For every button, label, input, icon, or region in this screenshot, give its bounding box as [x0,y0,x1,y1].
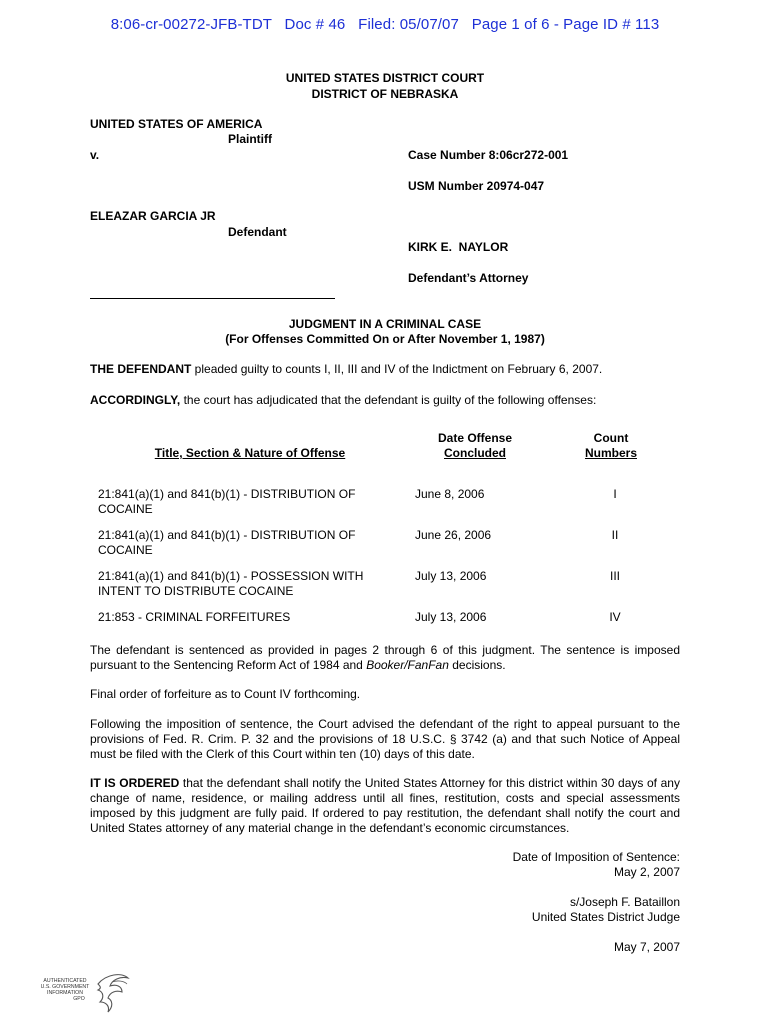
table-header-count: Count Numbers [584,431,637,460]
offense-row-2: 21:841(a)(1) and 841(b)(1) - DISTRIBUTION OF COCAINE [98,528,356,557]
gpo-authentication-seal: AUTHENTICATED U.S. GOVERNMENT INFORMATION GPO [36,968,132,1016]
offense-count-1: I [613,487,617,501]
plaintiff-label: Plaintiff [228,132,272,146]
forfeiture-paragraph: Final order of forfeiture as to Count IV forthcoming. [90,687,361,701]
offense-date-4: July 13, 2006 [415,610,487,624]
offense-row-1: 21:841(a)(1) and 841(b)(1) - DISTRIBUTION OF COCAINE [98,487,356,516]
sentence-paragraph: The defendant is sentenced as provided in pages 2 through 6 of this judgment. The sentence is imposed pursuant to the Sentencing Reform Act of 1984 and Booker/FanFan decisions. [90,643,680,672]
imposition-block [440,850,680,880]
offense-date-2: June 26, 2006 [415,528,492,542]
defendant-name: ELEAZAR GARCIA JR [90,209,216,223]
order-paragraph: IT IS ORDERED that the defendant shall notify the United States Attorney for this district within 30 days of any change of name, residence, or mailing address until all fines, restitution, costs and special assessments imposed by this judgment are fully paid. If ordered to pay restitution, the defendant shall notify the court and United States attorney of any material change in the defendant’s economic circumstances. [90,776,680,835]
attorney-label: Defendant’s Attorney [408,271,529,285]
court-district: DISTRICT OF NEBRASKA [311,87,459,101]
defendant-plea-paragraph: THE DEFENDANT pleaded guilty to counts I, II, III and IV of the Indictment on February 6, 2007. [90,362,603,376]
judgment-subtitle: (For Offenses Committed On or After November 1, 1987) [225,332,545,346]
adjudication-paragraph: ACCORDINGLY, the court has adjudicated that the defendant is guilty of the following offenses: [90,393,597,407]
offense-date-1: June 8, 2006 [415,487,485,501]
judgment-title: JUDGMENT IN A CRIMINAL CASE [288,317,482,331]
versus: v. [90,148,100,162]
defendant-label: Defendant [228,225,287,239]
offense-count-4: IV [609,610,621,624]
offense-row-3: 21:841(a)(1) and 841(b)(1) - POSSESSION WITH INTENT TO DISTRIBUTE COCAINE [98,569,364,598]
signature-block [440,895,680,925]
appeal-paragraph: Following the imposition of sentence, the Court advised the defendant of the right to appeal pursuant to the provisions of Fed. R. Crim. P. 32 and the provisions of 18 U.S.C. § 3742 (a) and that such Notice of Appeal must be filed with the Clerk of this Court within ten (10) days of this date. [90,717,680,761]
caption-divider [90,298,335,299]
judge-signature: s/Joseph F. Bataillon [569,895,680,909]
imposition-label: Date of Imposition of Sentence: [512,850,680,864]
imposition-date: May 2, 2007 [613,865,680,879]
judge-title: United States District Judge [531,910,680,924]
table-header-offense: Title, Section & Nature of Offense [154,446,346,460]
case-number: Case Number 8:06cr272-001 [408,148,569,162]
offense-date-3: July 13, 2006 [415,569,487,583]
document-header-stamp: 8:06-cr-00272-JFB-TDT Doc # 46 Filed: 05/07/07 Page 1 of 6 - Page ID # 113 [110,16,660,33]
court-name: UNITED STATES DISTRICT COURT [285,71,485,85]
eagle-icon [92,970,132,1016]
table-header-date: Date Offense Concluded [437,431,513,460]
attorney-name: KIRK E. NAYLOR [408,240,509,254]
offense-count-3: III [609,569,620,583]
usm-number: USM Number 20974-047 [408,179,545,193]
offense-count-2: II [611,528,619,542]
signed-date: May 7, 2007 [613,940,680,954]
offense-row-4: 21:853 - CRIMINAL FORFEITURES [98,610,291,624]
plaintiff-name: UNITED STATES OF AMERICA [90,117,263,131]
